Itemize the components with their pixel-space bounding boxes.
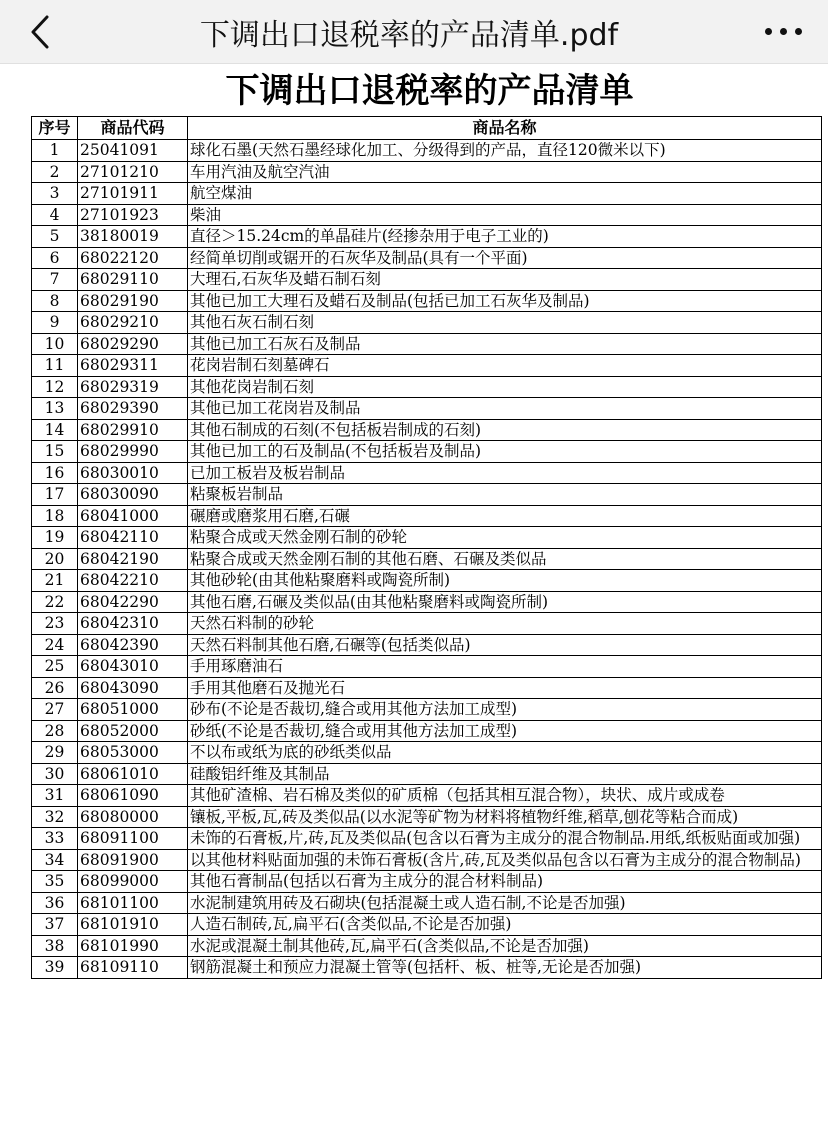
cell-name: 钢筋混凝土和预应力混凝土管等(包括杆、板、桩等,无论是否加强) xyxy=(188,957,822,979)
cell-seq: 38 xyxy=(32,935,78,957)
cell-code: 68042190 xyxy=(78,548,188,570)
cell-name: 以其他材料贴面加强的未饰石膏板(含片,砖,瓦及类似品包含以石膏为主成分的混合物制品) xyxy=(188,849,822,871)
cell-code: 68042210 xyxy=(78,570,188,592)
cell-seq: 1 xyxy=(32,140,78,162)
cell-seq: 30 xyxy=(32,763,78,785)
product-table xyxy=(31,116,822,979)
cell-seq: 26 xyxy=(32,677,78,699)
cell-code: 68101100 xyxy=(78,892,188,914)
table-row xyxy=(32,269,822,291)
cell-name: 水泥或混凝土制其他砖,瓦,扁平石(含类似品,不论是否加强) xyxy=(188,935,822,957)
table-row xyxy=(32,140,822,162)
table-row xyxy=(32,441,822,463)
cell-name: 其他已加工花岗岩及制品 xyxy=(188,398,822,420)
cell-seq: 9 xyxy=(32,312,78,334)
table-row xyxy=(32,742,822,764)
table-row xyxy=(32,183,822,205)
cell-name: 其他花岗岩制石刻 xyxy=(188,376,822,398)
cell-name: 其他已加工大理石及蜡石及制品(包括已加工石灰华及制品) xyxy=(188,290,822,312)
document-title: 下调出口退税率的产品清单 xyxy=(225,71,634,111)
cell-name: 球化石墨(天然石墨经球化加工、分级得到的产品，直径120微米以下) xyxy=(188,140,822,162)
cell-code: 68029311 xyxy=(78,355,188,377)
cell-name: 粘聚板岩制品 xyxy=(188,484,822,506)
cell-name: 手用琢磨油石 xyxy=(188,656,822,678)
table-row xyxy=(32,462,822,484)
table-row xyxy=(32,419,822,441)
table-row xyxy=(32,548,822,570)
table-row xyxy=(32,935,822,957)
table-row xyxy=(32,720,822,742)
table-row xyxy=(32,161,822,183)
cell-code: 68022120 xyxy=(78,247,188,269)
cell-seq: 3 xyxy=(32,183,78,205)
cell-code: 68029910 xyxy=(78,419,188,441)
cell-name: 未饰的石膏板,片,砖,瓦及类似品(包含以石膏为主成分的混合物制品.用纸,纸板贴面或加强) xyxy=(188,828,822,850)
cell-name: 其他已加工的石及制品(不包括板岩及制品) xyxy=(188,441,822,463)
cell-name: 碾磨或磨浆用石磨,石碾 xyxy=(188,505,822,527)
table-row xyxy=(32,785,822,807)
table-row xyxy=(32,312,822,334)
cell-seq: 20 xyxy=(32,548,78,570)
cell-code: 27101923 xyxy=(78,204,188,226)
table-row xyxy=(32,226,822,248)
cell-name: 航空煤油 xyxy=(188,183,822,205)
pdf-page xyxy=(0,66,828,979)
cell-seq: 15 xyxy=(32,441,78,463)
cell-name: 车用汽油及航空汽油 xyxy=(188,161,822,183)
cell-seq: 11 xyxy=(32,355,78,377)
table-row xyxy=(32,634,822,656)
table-row xyxy=(32,828,822,850)
cell-seq: 17 xyxy=(32,484,78,506)
cell-name: 镶板,平板,瓦,砖及类似品(以水泥等矿物为材料将植物纤维,稻草,刨花等粘合而成) xyxy=(188,806,822,828)
table-header-row xyxy=(32,117,822,140)
header-name: 商品名称 xyxy=(188,117,822,140)
cell-name: 其他石灰石制石刻 xyxy=(188,312,822,334)
table-row xyxy=(32,290,822,312)
cell-code: 68029390 xyxy=(78,398,188,420)
cell-seq: 16 xyxy=(32,462,78,484)
cell-code: 27101210 xyxy=(78,161,188,183)
cell-code: 68029110 xyxy=(78,269,188,291)
cell-seq: 34 xyxy=(32,849,78,871)
cell-seq: 19 xyxy=(32,527,78,549)
cell-code: 68109110 xyxy=(78,957,188,979)
cell-code: 68042290 xyxy=(78,591,188,613)
table-row xyxy=(32,677,822,699)
cell-seq: 23 xyxy=(32,613,78,635)
cell-seq: 13 xyxy=(32,398,78,420)
table-row xyxy=(32,871,822,893)
cell-name: 砂纸(不论是否裁切,缝合或用其他方法加工成型) xyxy=(188,720,822,742)
table-row xyxy=(32,376,822,398)
table-row xyxy=(32,613,822,635)
cell-code: 68101910 xyxy=(78,914,188,936)
cell-code: 68080000 xyxy=(78,806,188,828)
cell-name: 其他砂轮(由其他粘聚磨料或陶瓷所制) xyxy=(188,570,822,592)
cell-code: 38180019 xyxy=(78,226,188,248)
cell-seq: 39 xyxy=(32,957,78,979)
cell-code: 68030010 xyxy=(78,462,188,484)
cell-code: 68042310 xyxy=(78,613,188,635)
table-row xyxy=(32,484,822,506)
table-row xyxy=(32,527,822,549)
cell-code: 68041000 xyxy=(78,505,188,527)
cell-code: 68029190 xyxy=(78,290,188,312)
cell-name: 人造石制砖,瓦,扁平石(含类似品,不论是否加强) xyxy=(188,914,822,936)
cell-code: 68029319 xyxy=(78,376,188,398)
table-row xyxy=(32,398,822,420)
cell-name: 已加工板岩及板岩制品 xyxy=(188,462,822,484)
table-row xyxy=(32,656,822,678)
table-row xyxy=(32,570,822,592)
table-row xyxy=(32,247,822,269)
cell-seq: 10 xyxy=(32,333,78,355)
cell-name: 经简单切削或锯开的石灰华及制品(具有一个平面) xyxy=(188,247,822,269)
cell-code: 68053000 xyxy=(78,742,188,764)
table-row xyxy=(32,204,822,226)
cell-name: 粘聚合成或天然金刚石制的砂轮 xyxy=(188,527,822,549)
table-row xyxy=(32,591,822,613)
cell-seq: 36 xyxy=(32,892,78,914)
cell-name: 手用其他磨石及抛光石 xyxy=(188,677,822,699)
cell-code: 27101911 xyxy=(78,183,188,205)
cell-code: 68029290 xyxy=(78,333,188,355)
cell-seq: 4 xyxy=(32,204,78,226)
table-row xyxy=(32,806,822,828)
cell-seq: 2 xyxy=(32,161,78,183)
cell-seq: 37 xyxy=(32,914,78,936)
cell-code: 68030090 xyxy=(78,484,188,506)
header-code: 商品代码 xyxy=(78,117,188,140)
cell-code: 68029990 xyxy=(78,441,188,463)
cell-seq: 24 xyxy=(32,634,78,656)
cell-seq: 18 xyxy=(32,505,78,527)
cell-name: 其他石制成的石刻(不包括板岩制成的石刻) xyxy=(188,419,822,441)
cell-name: 其他石膏制品(包括以石膏为主成分的混合材料制品) xyxy=(188,871,822,893)
back-button[interactable] xyxy=(0,0,80,64)
cell-name: 花岗岩制石刻墓碑石 xyxy=(188,355,822,377)
cell-name: 水泥制建筑用砖及石砌块(包括混凝土或人造石制,不论是否加强) xyxy=(188,892,822,914)
cell-code: 68043010 xyxy=(78,656,188,678)
more-dots-icon xyxy=(765,28,772,35)
cell-name: 不以布或纸为底的砂纸类似品 xyxy=(188,742,822,764)
cell-code: 68091900 xyxy=(78,849,188,871)
cell-seq: 28 xyxy=(32,720,78,742)
table-row xyxy=(32,763,822,785)
cell-seq: 12 xyxy=(32,376,78,398)
cell-code: 68061010 xyxy=(78,763,188,785)
cell-seq: 14 xyxy=(32,419,78,441)
cell-code: 68029210 xyxy=(78,312,188,334)
cell-code: 68091100 xyxy=(78,828,188,850)
cell-code: 68099000 xyxy=(78,871,188,893)
cell-code: 68043090 xyxy=(78,677,188,699)
cell-seq: 6 xyxy=(32,247,78,269)
table-row xyxy=(32,355,822,377)
cell-name: 砂布(不论是否裁切,缝合或用其他方法加工成型) xyxy=(188,699,822,721)
table-row xyxy=(32,849,822,871)
cell-code: 68101990 xyxy=(78,935,188,957)
cell-code: 68051000 xyxy=(78,699,188,721)
cell-code: 68052000 xyxy=(78,720,188,742)
cell-name: 其他石磨,石碾及类似品(由其他粘聚磨料或陶瓷所制) xyxy=(188,591,822,613)
cell-name: 大理石,石灰华及蜡石制石刻 xyxy=(188,269,822,291)
cell-name: 粘聚合成或天然金刚石制的其他石磨、石碾及类似品 xyxy=(188,548,822,570)
cell-code: 68042390 xyxy=(78,634,188,656)
more-button[interactable] xyxy=(738,0,828,64)
cell-code: 25041091 xyxy=(78,140,188,162)
cell-seq: 7 xyxy=(32,269,78,291)
cell-seq: 5 xyxy=(32,226,78,248)
table-row xyxy=(32,914,822,936)
cell-seq: 22 xyxy=(32,591,78,613)
file-title: 下调出口退税率的产品清单.pdf xyxy=(199,17,619,53)
cell-seq: 8 xyxy=(32,290,78,312)
top-navigation-bar xyxy=(0,0,828,64)
cell-seq: 31 xyxy=(32,785,78,807)
cell-seq: 25 xyxy=(32,656,78,678)
cell-code: 68042110 xyxy=(78,527,188,549)
cell-seq: 35 xyxy=(32,871,78,893)
cell-seq: 32 xyxy=(32,806,78,828)
table-row xyxy=(32,333,822,355)
header-seq: 序号 xyxy=(32,117,78,140)
table-row xyxy=(32,505,822,527)
table-row xyxy=(32,957,822,979)
cell-name: 其他矿渣棉、岩石棉及类似的矿质棉（包括其相互混合物），块状、成片或成卷 xyxy=(188,785,822,807)
cell-seq: 27 xyxy=(32,699,78,721)
cell-seq: 21 xyxy=(32,570,78,592)
cell-name: 硅酸铝纤维及其制品 xyxy=(188,763,822,785)
cell-seq: 29 xyxy=(32,742,78,764)
cell-name: 天然石料制其他石磨,石碾等(包括类似品) xyxy=(188,634,822,656)
cell-code: 68061090 xyxy=(78,785,188,807)
cell-name: 柴油 xyxy=(188,204,822,226)
cell-name: 直径＞15.24cm的单晶硅片(经掺杂用于电子工业的) xyxy=(188,226,822,248)
table-body xyxy=(32,140,822,979)
cell-seq: 33 xyxy=(32,828,78,850)
cell-name: 其他已加工石灰石及制品 xyxy=(188,333,822,355)
table-row xyxy=(32,892,822,914)
table-row xyxy=(32,699,822,721)
chevron-left-icon xyxy=(27,14,53,50)
cell-name: 天然石料制的砂轮 xyxy=(188,613,822,635)
